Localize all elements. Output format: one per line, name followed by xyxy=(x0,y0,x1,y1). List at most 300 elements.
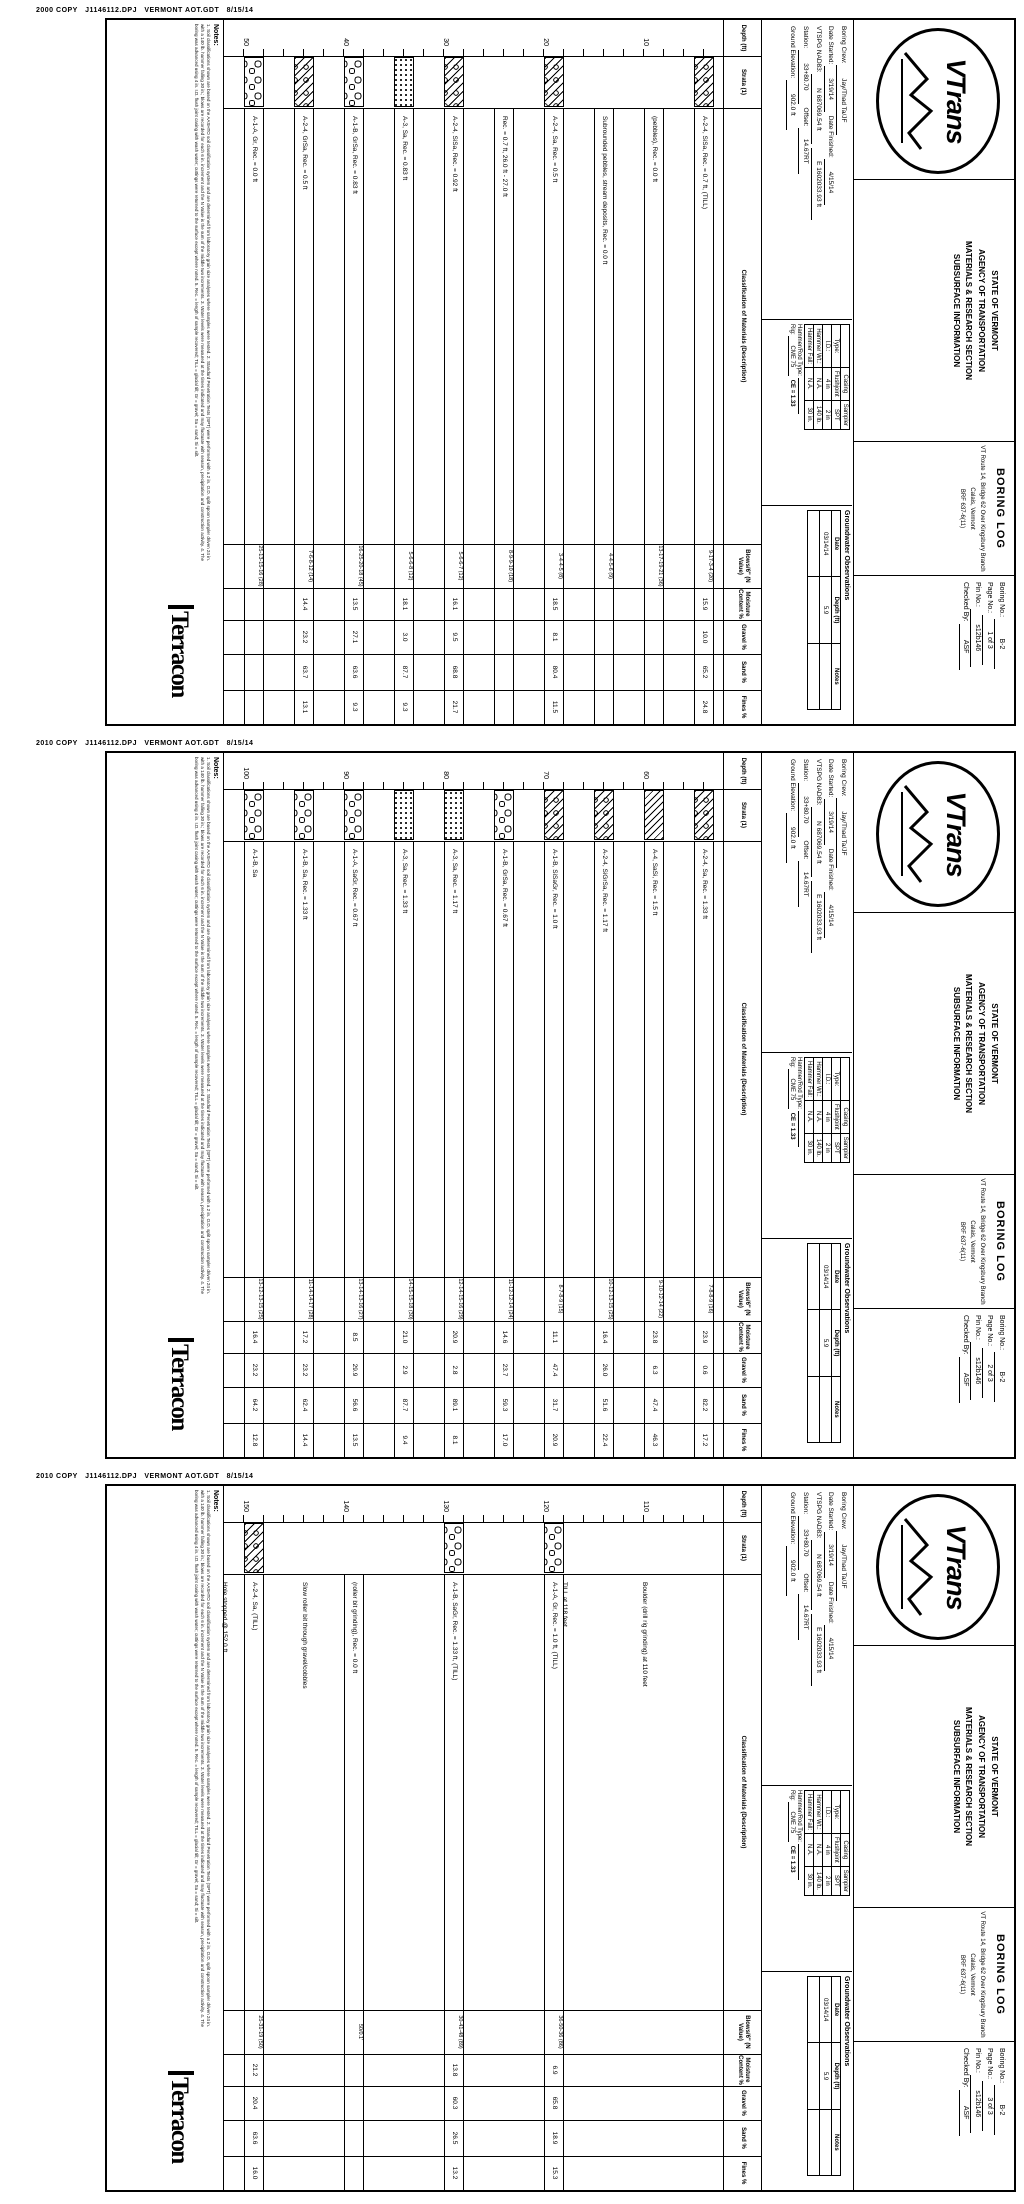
blows-value: 25-31-19 (50) xyxy=(257,2015,263,2049)
depth-label: 20 xyxy=(542,38,549,46)
boring-log-cell xyxy=(854,1908,1014,2042)
notes-label: Notes: xyxy=(212,757,219,779)
notes-fine-print: 1. Soil classifications shown are based on the AASHTO soil classification system and are determined from laboratory grain size analyses where samples were tested. 2. Standard Penetration Tests (SPT) were performed with a 2 in. O.D. split spoon sampler driven 24 in. with a 140 lb. hammer falling 30 in.; blows are recorded for each 6 in. increment and the N Value is the sum of the middle two increments. 3. Water levels were measured at the times indicated and may fluctuate with season, precipitation and construction activity. 4. The boring was advanced using 4 in. I.D. flush joint casing with wash water; cuttings were returned to the surface except where noted. 5. Rec. = length of sample recovered; TILL = glacial till; Gr = gravel; Sa = sand; Si = silt. xyxy=(194,24,211,561)
page-no: Page No.: 3 of 3 xyxy=(982,2048,994,2186)
strata-hatch xyxy=(244,1523,264,1573)
gravel-value: 0.6 xyxy=(701,1365,708,1375)
gravel-value: 10.0 xyxy=(701,630,708,644)
depth-tick xyxy=(483,1515,484,1522)
vtspg-coords: VTSPG NAD83: N 687069.54 ft E 1602033.93 ft xyxy=(811,26,824,319)
sample-description: Rec. = 0.7 ft, 26.0 ft - 27.0 ft xyxy=(501,116,508,197)
depth-tick xyxy=(543,49,544,56)
mountain-graphic xyxy=(901,49,935,153)
strata-hatch xyxy=(294,790,314,840)
depth-tick xyxy=(503,782,504,789)
blows-value: 25-13-15-16 (28) xyxy=(257,545,263,587)
strata-hatch xyxy=(444,790,464,840)
boring-id-block xyxy=(854,2042,1014,2190)
boring-log-cell xyxy=(854,442,1014,576)
fines-value: 13.1 xyxy=(301,700,308,714)
table-header-bottom xyxy=(723,1486,724,2190)
column-header: Strata (1) xyxy=(740,1534,747,1561)
project-line: Calais, Vermont xyxy=(968,1220,975,1263)
depth-tick xyxy=(383,49,384,56)
annotation: Hole stopped @ 152.0 ft xyxy=(221,1582,228,1653)
sand-value: 18.9 xyxy=(551,2131,558,2145)
depth-tick xyxy=(303,1515,304,1522)
blows-value: 11-14-14-17 (28) xyxy=(307,1278,313,1320)
terracon-logo xyxy=(165,578,194,724)
project-line: Calais, Vermont xyxy=(968,1953,975,1996)
rig-line: Rig: CME 75 CE = 1.33 xyxy=(789,1057,795,1140)
sample-description: A-1-B, SaGr, Rec. = 1.33 ft, (TILL) xyxy=(451,1582,458,1681)
state-agency-block xyxy=(854,1646,1014,1908)
sand-value: 47.4 xyxy=(651,1398,658,1412)
column-header: Moisture Content % xyxy=(737,589,750,619)
column-line xyxy=(224,1522,762,1523)
depth-tick xyxy=(503,1515,504,1522)
strata-hatch xyxy=(694,57,714,107)
logo-cell xyxy=(854,1486,1014,1646)
sand-value: 64.2 xyxy=(251,1398,258,1412)
depth-tick xyxy=(583,1515,584,1522)
depth-tick xyxy=(263,782,264,789)
station-offset: Station: 33+80.70 Offset: 14.67RT xyxy=(798,26,811,319)
column-header: Classification of Materials (Description) xyxy=(740,1735,747,1849)
depth-tick xyxy=(263,49,264,56)
notes-block xyxy=(107,20,222,565)
groundwater-observations xyxy=(762,1239,852,1457)
blows-value: 5-6-6-7 (12) xyxy=(457,551,463,581)
column-header: Strata (1) xyxy=(740,801,747,828)
sand-value: 62.4 xyxy=(301,1398,308,1412)
sample-description: A-2-4, SiSa, Rec. = 0.92 ft xyxy=(451,116,458,192)
sample-description: A-1-A, Gr, Rec. = 0.0 ft xyxy=(251,116,258,182)
depth-tick xyxy=(503,49,504,56)
depth-label: 140 xyxy=(342,1500,349,1512)
vtrans-logo xyxy=(876,28,1000,174)
state-agency-line: STATE OF VERMONT xyxy=(990,1736,999,1817)
blows-value: 11-12-12-14 (24) xyxy=(507,1278,513,1320)
depth-tick xyxy=(383,782,384,789)
moisture-value: 20.9 xyxy=(451,1330,458,1344)
depth-tick xyxy=(483,49,484,56)
checked-by: Checked By: ASF xyxy=(959,2048,971,2186)
depth-tick xyxy=(323,782,324,789)
depth-tick xyxy=(283,1515,284,1522)
casing-sampler-block xyxy=(762,1786,852,1972)
dates: Date Started: 3/19/14 Date Finished: 4/15/14 xyxy=(824,1492,837,1785)
groundwater-table: Date Depth (ft) Notes 03/14/14 5.9 xyxy=(807,510,841,710)
boring-crew: Boring Crew: Jay/Thad Ta/JF xyxy=(836,759,849,1052)
fines-value: 15.3 xyxy=(551,2166,558,2180)
terracon-logo xyxy=(165,1311,194,1457)
column-line xyxy=(224,2120,762,2121)
annotation: Slow roller bit through gravel/cobbles xyxy=(301,1582,308,1689)
gravel-value: 23.7 xyxy=(501,1363,508,1377)
sheet-3 xyxy=(0,1471,1024,2204)
annotation: Boulder (drill rig grinding) at 110 feet xyxy=(641,1582,648,1687)
blows-value: 14-15-15-18 (30) xyxy=(407,1278,413,1320)
depth-tick xyxy=(343,49,344,56)
depth-tick xyxy=(563,1515,564,1522)
state-agency-line: MATERIALS & RESEARCH SECTION xyxy=(964,241,974,380)
state-agency-line: AGENCY OF TRANSPORTATION xyxy=(977,1714,987,1839)
blows-value: 13-17-19-21 (36) xyxy=(657,545,663,587)
checked-by: Checked By: ASF xyxy=(959,1315,971,1453)
column-header: Sand % xyxy=(740,1394,747,1416)
groundwater-title: Groundwater Observations xyxy=(843,510,850,601)
casing-sampler-block xyxy=(762,320,852,506)
column-header: Blows/6" (N Value) xyxy=(737,1282,750,1316)
table-bottom xyxy=(223,1486,224,2190)
strata-hatch xyxy=(644,790,664,840)
sample-description: A-1-B, Sa xyxy=(251,849,258,878)
sand-value: 51.6 xyxy=(601,1398,608,1412)
column-line xyxy=(224,2054,762,2055)
column-header: Gravel % xyxy=(740,1357,747,1383)
gravel-value: 23.2 xyxy=(251,1363,258,1377)
strata-hatch xyxy=(394,57,414,107)
depth-tick xyxy=(463,782,464,789)
column-header: Blows/6" (N Value) xyxy=(737,2015,750,2049)
vtrans-logo xyxy=(876,1494,1000,1640)
gravel-value: 29.9 xyxy=(351,1363,358,1377)
depth-tick xyxy=(663,782,664,789)
sand-value: 82.2 xyxy=(701,1398,708,1412)
project-line: Calais, Vermont xyxy=(968,487,975,530)
strata-hatch xyxy=(294,57,314,107)
depth-tick xyxy=(243,1515,244,1522)
table-bottom xyxy=(223,753,224,1457)
blows-value: 12-14-15-16 (29) xyxy=(457,1278,463,1320)
strata-hatch xyxy=(544,1523,564,1573)
table-header-bottom xyxy=(723,20,724,724)
fines-value: 20.9 xyxy=(551,1433,558,1447)
depth-tick xyxy=(363,1515,364,1522)
sand-value: 68.8 xyxy=(451,665,458,679)
plot-stamp: 2000 COPY J1146112.DPJ VERMONT AOT.GDT 8/15/14 xyxy=(36,7,254,14)
station-offset: Station: 33+80.70 Offset: 14.67RT xyxy=(798,1492,811,1785)
state-agency-line: SUBSURFACE INFORMATION xyxy=(951,253,961,368)
state-agency-block xyxy=(854,913,1014,1175)
column-line xyxy=(224,2156,762,2157)
depth-tick xyxy=(383,1515,384,1522)
state-agency-line: AGENCY OF TRANSPORTATION xyxy=(977,981,987,1106)
sample-description: A-1-B, SiSaGr, Rec. = 1.0 ft xyxy=(551,849,558,929)
strata-hatch xyxy=(694,790,714,840)
state-agency-block xyxy=(854,180,1014,442)
depth-tick xyxy=(523,49,524,56)
project-line: BRF 637-6(11) xyxy=(958,1954,965,1995)
notes-label: Notes: xyxy=(212,24,219,46)
blows-value: 30-41-48 (89) xyxy=(457,2015,463,2049)
ground-elevation: Ground Elevation: 902.0 ft xyxy=(786,26,799,319)
fines-value: 9.3 xyxy=(351,702,358,712)
fines-value: 8.1 xyxy=(451,1435,458,1445)
sample-description: A-3, Sa, Rec. = 0.83 ft xyxy=(401,116,408,181)
strata-hatch xyxy=(544,790,564,840)
fines-value: 9.4 xyxy=(401,1435,408,1445)
sample-description: A-3, Sa, Rec. = 1.33 ft xyxy=(401,849,408,914)
boring-log-form xyxy=(105,1484,1016,2192)
sample-description: A-4, SaSi, Rec. = 1.5 ft xyxy=(651,849,658,916)
moisture-value: 21.2 xyxy=(251,2063,258,2077)
sand-value: 87.7 xyxy=(401,1398,408,1412)
column-header: Classification of Materials (Description) xyxy=(740,1002,747,1116)
depth-tick xyxy=(523,1515,524,1522)
gravel-value: 2.9 xyxy=(401,1365,408,1375)
depth-tick xyxy=(423,1515,424,1522)
depth-tick xyxy=(723,782,724,789)
header-divider-1 xyxy=(853,1486,854,2190)
depth-tick xyxy=(403,782,404,789)
project-line: VT Route 14, Bridge 62 Over Kingsbury Branch xyxy=(979,1911,985,2038)
depth-tick xyxy=(303,49,304,56)
column-header: Fines % xyxy=(740,2161,747,2185)
logo-cell xyxy=(854,753,1014,913)
page-no: Page No.: 2 of 3 xyxy=(982,1315,994,1453)
column-line xyxy=(224,2086,762,2087)
boring-crew: Boring Crew: Jay/Thad Ta/JF xyxy=(836,1492,849,1785)
annotation: TILL at 118 feet xyxy=(561,1582,568,1627)
vtrans-logo xyxy=(876,761,1000,907)
terracon-wordmark: Terracon xyxy=(165,1311,194,1457)
moisture-value: 6.9 xyxy=(551,2065,558,2075)
fines-value: 16.0 xyxy=(251,2166,258,2180)
gravel-value: 65.8 xyxy=(551,2096,558,2110)
logo-cell xyxy=(854,20,1014,180)
boring-info-block xyxy=(762,753,852,1053)
depth-label: 80 xyxy=(442,771,449,779)
sample-description: A-2-4, GrSa, Rec. = 0.5 ft xyxy=(301,116,308,190)
column-header: Depth (ft) xyxy=(740,757,747,785)
moisture-value: 23.8 xyxy=(651,1330,658,1344)
rig-line: Rig: CME 75 CE = 1.33 xyxy=(789,324,795,407)
header-divider-1 xyxy=(853,753,854,1457)
hammer-rod-type: Hammer/Rod Type: xyxy=(796,324,802,505)
casing-sampler-table: Casing Sampler Type: Flushjoint SPT I.D.: 4 in 2 in Hammer Wt.: N.A. 140 lb. Hammer Fall: N.A. 30 in. xyxy=(804,1790,850,1896)
boring-log-cell xyxy=(854,1175,1014,1309)
depth-tick xyxy=(523,782,524,789)
sand-value: 59.3 xyxy=(501,1398,508,1412)
boring-id-block xyxy=(854,576,1014,724)
sand-value: 89.1 xyxy=(451,1398,458,1412)
depth-tick xyxy=(343,1515,344,1522)
fines-value: 21.7 xyxy=(451,700,458,714)
column-header: Moisture Content % xyxy=(737,1322,750,1352)
depth-tick xyxy=(423,49,424,56)
strata-hatch xyxy=(444,1523,464,1573)
gravel-value: 47.4 xyxy=(551,1363,558,1377)
sample-description: A-2-4, Sa, Rec. = 0.5 ft xyxy=(551,116,558,183)
vtrans-logo-text: VTrans xyxy=(941,791,971,877)
vtrans-logo-text: VTrans xyxy=(941,58,971,144)
depth-label: 30 xyxy=(442,38,449,46)
depth-tick xyxy=(363,49,364,56)
gravel-value: 23.2 xyxy=(301,630,308,644)
sand-value: 56.6 xyxy=(351,1398,358,1412)
fines-value: 46.3 xyxy=(651,1433,658,1447)
project-line: BRF 637-6(11) xyxy=(958,1221,965,1262)
hammer-rod-type: Hammer/Rod Type: xyxy=(796,1790,802,1971)
depth-tick xyxy=(283,782,284,789)
blows-value: 3-4-4-5 (8) xyxy=(557,553,563,579)
sample-description: A-3, Sa, Rec. = 1.17 ft xyxy=(451,849,458,914)
depth-tick xyxy=(363,782,364,789)
depth-tick xyxy=(703,49,704,56)
sample-description: Subrounded pebbles, stream deposits, Rec. = 0.0 ft xyxy=(601,116,608,265)
column-header: Classification of Materials (Description) xyxy=(740,269,747,383)
gravel-value: 9.5 xyxy=(451,632,458,642)
sand-value: 65.2 xyxy=(701,665,708,679)
depth-tick xyxy=(563,49,564,56)
depth-tick xyxy=(683,49,684,56)
boring-crew: Boring Crew: Jay/Thad Ta/JF xyxy=(836,26,849,319)
sand-value: 31.7 xyxy=(551,1398,558,1412)
boring-info-block xyxy=(762,1486,852,1786)
casing-sampler-table: Casing Sampler Type: Flushjoint SPT I.D.: 4 in 2 in Hammer Wt.: N.A. 140 lb. Hammer Fall: N.A. 30 in. xyxy=(804,1057,850,1163)
groundwater-title: Groundwater Observations xyxy=(843,1976,850,2067)
vtspg-coords: VTSPG NAD83: N 687069.54 ft E 1602033.93 ft xyxy=(811,759,824,1052)
pin-no: Pin No.: s12b146 xyxy=(970,2048,982,2186)
project-line: VT Route 14, Bridge 62 Over Kingsbury Branch xyxy=(979,445,985,572)
column-line xyxy=(224,1574,762,1575)
blows-value: 36-50-36 (86) xyxy=(557,2015,563,2049)
gravel-value: 2.8 xyxy=(451,1365,458,1375)
moisture-value: 23.9 xyxy=(701,1330,708,1344)
blows-value: 4-4-5-6 (9) xyxy=(607,553,613,579)
notes-block xyxy=(107,1486,222,2031)
moisture-value: 14.4 xyxy=(301,597,308,611)
depth-tick xyxy=(343,782,344,789)
gravel-value: 26.0 xyxy=(601,1363,608,1377)
moisture-value: 16.4 xyxy=(601,1330,608,1344)
page-no: Page No.: 1 of 3 xyxy=(982,582,994,720)
depth-tick xyxy=(663,49,664,56)
notes-block xyxy=(107,753,222,1298)
depth-label: 120 xyxy=(542,1500,549,1512)
blows-value: 8-7-8-9 (15) xyxy=(557,1284,563,1314)
fines-value: 13.5 xyxy=(351,1433,358,1447)
moisture-value: 8.5 xyxy=(351,1332,358,1342)
depth-label: 100 xyxy=(242,767,249,779)
depth-tick xyxy=(463,1515,464,1522)
depth-tick xyxy=(603,782,604,789)
sheet-1 xyxy=(0,5,1024,738)
sample-description: A-1-A, SaGr, Rec. = 0.67 ft xyxy=(351,849,358,927)
groundwater-table: Date Depth (ft) Notes 03/14/14 5.9 xyxy=(807,1243,841,1443)
moisture-value: 14.6 xyxy=(501,1330,508,1344)
blows-value: 16-25-20-18 (45) xyxy=(357,545,363,587)
depth-tick xyxy=(303,782,304,789)
strata-hatch xyxy=(494,790,514,840)
depth-tick xyxy=(683,1515,684,1522)
depth-tick xyxy=(603,1515,604,1522)
column-line xyxy=(224,2010,762,2011)
sand-value: 80.4 xyxy=(551,665,558,679)
blows-value: 9-10-12-14 (22) xyxy=(657,1279,663,1319)
depth-tick xyxy=(643,49,644,56)
notes-fine-print: 1. Soil classifications shown are based on the AASHTO soil classification system and are determined from laboratory grain size analyses where samples were tested. 2. Standard Penetration Tests (SPT) were performed with a 2 in. O.D. split spoon sampler driven 24 in. with a 140 lb. hammer falling 30 in.; blows are recorded for each 6 in. increment and the N Value is the sum of the middle two increments. 3. Water levels were measured at the times indicated and may fluctuate with season, precipitation and construction activity. 4. The boring was advanced using 4 in. I.D. flush joint casing with wash water; cuttings were returned to the surface except where noted. 5. Rec. = length of sample recovered; TILL = glacial till; Gr = gravel; Sa = sand; Si = silt. xyxy=(194,757,211,1294)
moisture-value: 15.9 xyxy=(701,597,708,611)
strata-hatch xyxy=(344,790,364,840)
blows-value: 5-6-6-8 (12) xyxy=(407,551,413,581)
gravel-value: 20.4 xyxy=(251,2096,258,2110)
form-wrap xyxy=(105,1484,1016,2192)
depth-label: 150 xyxy=(242,1500,249,1512)
depth-tick xyxy=(323,49,324,56)
moisture-value: 18.1 xyxy=(401,597,408,611)
sample-description: A-2-4, SiGrSa, Rec. = 1.17 ft xyxy=(601,849,608,932)
gravel-value: 27.1 xyxy=(351,630,358,644)
strata-hatch xyxy=(444,57,464,107)
sheet-2 xyxy=(0,738,1024,1471)
blows-value: 13-14-13-16 (27) xyxy=(357,1278,363,1320)
moisture-value: 16.4 xyxy=(251,1330,258,1344)
state-agency-line: SUBSURFACE INFORMATION xyxy=(951,1719,961,1834)
depth-tick xyxy=(723,49,724,56)
depth-tick xyxy=(483,782,484,789)
blows-value: 50/0.1' xyxy=(357,2023,363,2041)
boring-log-title: BORING LOG xyxy=(994,1201,1006,1282)
column-header: Depth (ft) xyxy=(740,1490,747,1518)
depth-tick xyxy=(543,1515,544,1522)
header-divider-1 xyxy=(853,20,854,724)
table-header-bottom xyxy=(723,753,724,1457)
depth-tick xyxy=(423,782,424,789)
mountain-graphic xyxy=(901,1515,935,1619)
ground-elevation: Ground Elevation: 902.0 ft xyxy=(786,1492,799,1785)
fines-value: 13.2 xyxy=(451,2166,458,2180)
depth-tick xyxy=(543,782,544,789)
depth-tick xyxy=(443,782,444,789)
depth-tick xyxy=(403,1515,404,1522)
strata-hatch xyxy=(244,790,264,840)
column-header: Sand % xyxy=(740,661,747,683)
project-line: VT Route 14, Bridge 62 Over Kingsbury Branch xyxy=(979,1178,985,1305)
depth-tick xyxy=(623,1515,624,1522)
sample-description: A-2-4, Sa, Rec. = 1.33 ft xyxy=(701,849,708,919)
fines-value: 22.4 xyxy=(601,1433,608,1447)
gravel-value: 8.1 xyxy=(551,632,558,642)
boring-log-title: BORING LOG xyxy=(994,1934,1006,2015)
fines-value: 12.8 xyxy=(251,1433,258,1447)
moisture-value: 11.1 xyxy=(551,1330,558,1344)
state-agency-line: MATERIALS & RESEARCH SECTION xyxy=(964,974,974,1113)
form-wrap xyxy=(105,18,1016,726)
depth-label: 50 xyxy=(242,38,249,46)
sample-description: A-1-B, Sa, Rec. = 1.33 ft xyxy=(301,849,308,920)
state-agency-line: STATE OF VERMONT xyxy=(990,270,999,351)
sample-description: A-1-B, GrSa, Rec. = 0.67 ft xyxy=(501,849,508,927)
terracon-wordmark: Terracon xyxy=(165,2044,194,2190)
boring-info-block xyxy=(762,20,852,320)
depth-tick xyxy=(583,782,584,789)
gravel-value: 6.3 xyxy=(651,1365,658,1375)
strata-hatch xyxy=(594,790,614,840)
boring-log-form xyxy=(105,751,1016,1459)
column-header: Strata (1) xyxy=(740,68,747,95)
plot-stamp: 2010 COPY J1146112.DPJ VERMONT AOT.GDT 8/15/14 xyxy=(36,1473,254,1480)
strata-hatch xyxy=(244,57,264,107)
sand-value: 26.5 xyxy=(451,2131,458,2145)
plot-stamp: 2010 COPY J1146112.DPJ VERMONT AOT.GDT 8/15/14 xyxy=(36,740,254,747)
sample-description: A-1-B, GrSa, Rec. = 0.83 ft xyxy=(351,116,358,194)
depth-tick xyxy=(623,49,624,56)
blows-value: 7-6-8-12 (14) xyxy=(307,549,313,583)
boring-no: Boring No.: B-2 xyxy=(994,1315,1006,1453)
